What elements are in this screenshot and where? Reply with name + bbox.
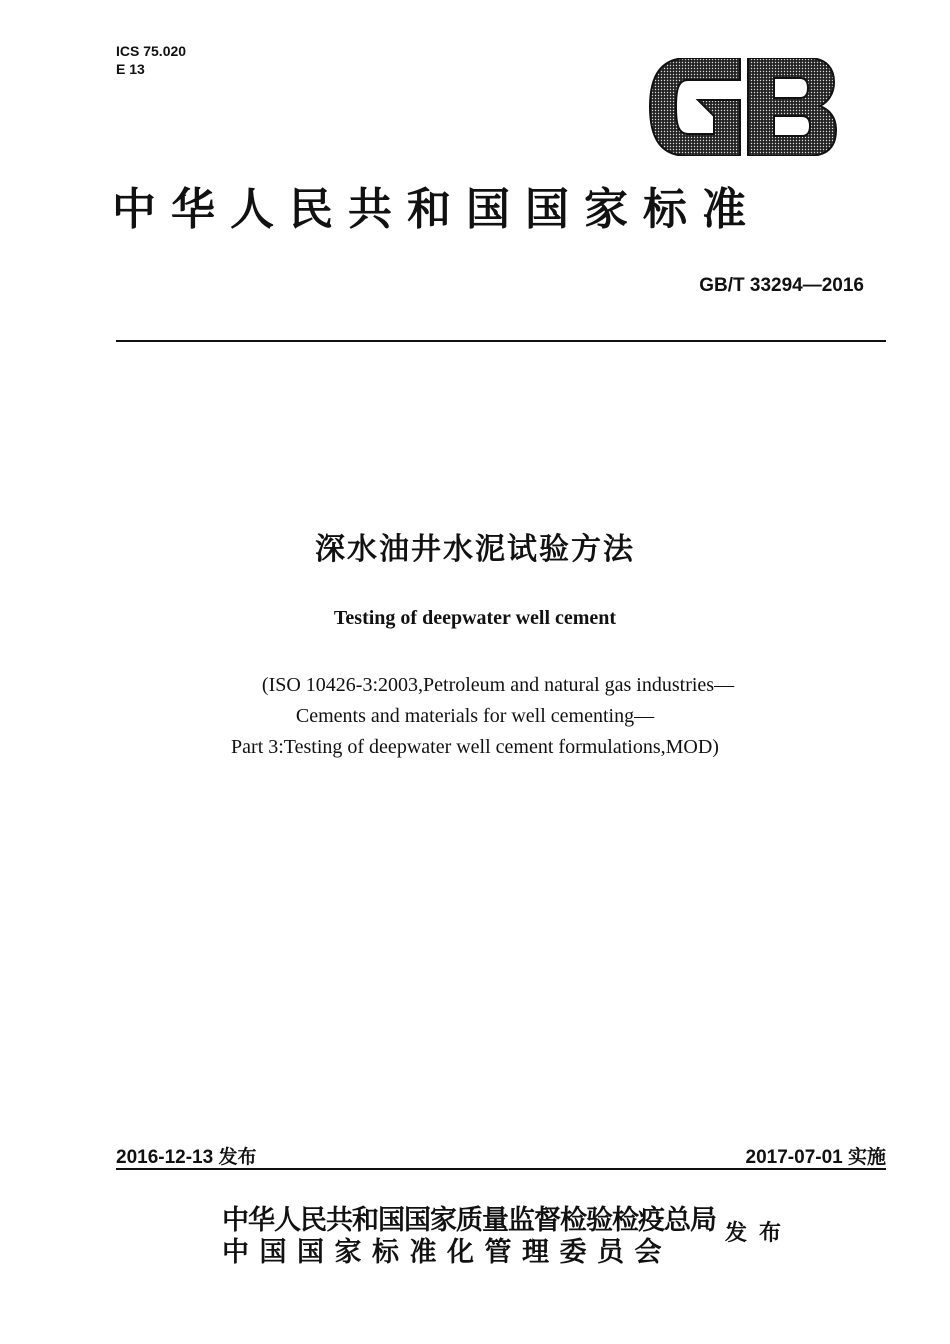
gb-logo: [648, 58, 838, 156]
implementation-date: 2017-07-01 实施: [745, 1147, 886, 1168]
bottom-divider: [116, 1168, 886, 1170]
ccs-code: E 13: [116, 61, 145, 77]
publisher-sac: 中国国家标准化管理委员会: [222, 1237, 672, 1268]
issue-date: 2016-12-13 发布: [116, 1147, 257, 1168]
standard-number: GB/T 33294—2016: [699, 275, 864, 296]
publisher-aqsiq: 中华人民共和国国家质量监督检验检疫总局: [222, 1205, 716, 1236]
document-title-en: Testing of deepwater well cement: [333, 607, 617, 629]
publish-label: 发布: [725, 1220, 794, 1246]
iso-reference-line-3: Part 3:Testing of deepwater well cement formulations,MOD): [231, 736, 719, 758]
iso-reference-line-1: (ISO 10426-3:2003,Petroleum and natural gas industries—: [261, 674, 735, 696]
document-title-cn: 深水油井水泥试验方法: [315, 532, 635, 567]
iso-reference-line-2: Cements and materials for well cementing—: [295, 705, 655, 727]
national-standard-heading: 中华人民共和国国家标准: [112, 184, 761, 235]
classification-codes: [116, 42, 186, 78]
ics-code: ICS 75.020: [116, 43, 187, 59]
top-divider: [116, 340, 886, 342]
